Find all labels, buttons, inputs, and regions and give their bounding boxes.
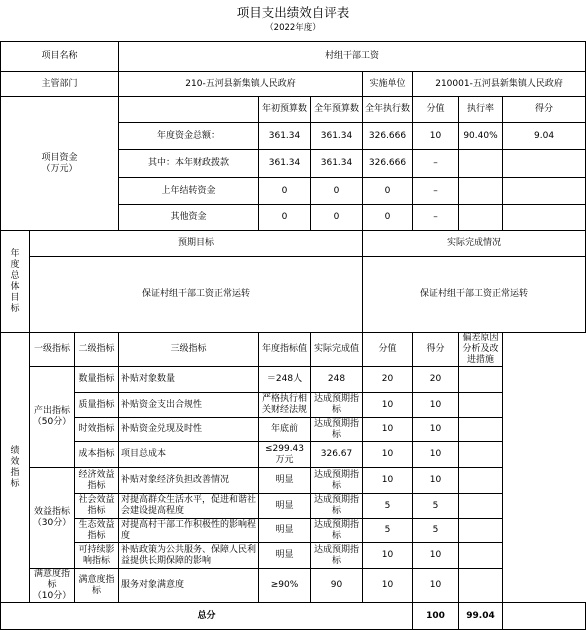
indicator-header: 一级指标 [30, 333, 75, 367]
indicator-row [1, 367, 586, 393]
indicator-deviation [459, 442, 503, 468]
actual-goal-text: 保证村组干部工资正常运转 [363, 257, 586, 333]
indicator-row [1, 494, 586, 519]
indicator-l3: 补贴资金兑现及时性 [119, 418, 259, 442]
indicator-target: 明显 [259, 468, 311, 494]
funds-label: 项目资金 （万元） [1, 97, 119, 231]
satisfaction-group-label: 满意度指标 （10分） [30, 569, 75, 603]
indicator-l2: 质量指标 [75, 393, 119, 418]
indicator-actual: 326.67 [311, 442, 363, 468]
fund-header: 全年预算数 [311, 97, 363, 123]
output-group-label: 产出指标 （50分） [30, 367, 75, 468]
fund-header: 得分 [503, 97, 586, 123]
project-name-label: 项目名称 [1, 42, 119, 72]
indicator-row [1, 519, 586, 543]
indicator-header: 年度指标值 [259, 333, 311, 367]
fund-annual: 361.34 [311, 123, 363, 150]
fund-annual: 0 [311, 178, 363, 205]
indicator-actual: 达成预期指标 [311, 393, 363, 418]
indicator-deviation [459, 468, 503, 494]
year-label: （2022年度） [265, 23, 321, 33]
fund-label: 其他资金 [119, 205, 259, 231]
indicator-row [1, 393, 586, 418]
fund-label: 其中：本年财政拨款 [119, 150, 259, 178]
fund-label: 年度资金总额： [119, 123, 259, 150]
goal-content-row [1, 257, 586, 333]
department-value: 210-五河县新集镇人民政府 [119, 72, 363, 97]
fund-header: 分值 [413, 97, 459, 123]
indicator-target: ≤299.43万元 [259, 442, 311, 468]
indicator-header: 偏差原因分析及改进措施 [459, 333, 503, 367]
indicator-score: 10 [413, 468, 459, 494]
indicator-deviation [459, 367, 503, 393]
expected-goal-text: 保证村组干部工资正常运转 [30, 257, 363, 333]
indicator-row [1, 468, 586, 494]
annual-goal-label: 年 度 总 体 目 标 [1, 231, 30, 333]
indicator-points: 20 [363, 367, 413, 393]
indicator-points: 10 [363, 393, 413, 418]
department-label: 主管部门 [1, 72, 119, 97]
department-row [1, 72, 586, 97]
indicator-score: 10 [413, 418, 459, 442]
fund-score [503, 178, 586, 205]
fund-executed: 0 [363, 205, 413, 231]
indicator-deviation [459, 393, 503, 418]
indicator-target: 明显 [259, 543, 311, 569]
fund-score-value: – [413, 205, 459, 231]
fund-executed: 0 [363, 178, 413, 205]
indicator-header: 分值 [363, 333, 413, 367]
indicator-l3: 补贴对象数量 [119, 367, 259, 393]
indicator-l3: 补贴资金支出合规性 [119, 393, 259, 418]
indicator-target: 年底前 [259, 418, 311, 442]
indicator-actual: 达成预期指标 [311, 519, 363, 543]
indicator-header: 实际完成值 [311, 333, 363, 367]
indicator-actual: 达成预期指标 [311, 494, 363, 519]
fund-score [503, 205, 586, 231]
indicator-header-row [1, 333, 586, 367]
fund-annual: 361.34 [311, 150, 363, 178]
fund-executed: 326.666 [363, 150, 413, 178]
indicator-score: 10 [413, 543, 459, 569]
indicator-score: 5 [413, 519, 459, 543]
indicator-l2: 数量指标 [75, 367, 119, 393]
fund-header: 执行率 [459, 97, 503, 123]
indicator-l3: 补贴政策为公共服务、保障人民利益提供长期保障的影响 [119, 543, 259, 569]
indicator-deviation [459, 519, 503, 543]
fund-score-value: 10 [413, 123, 459, 150]
fund-score-value: – [413, 178, 459, 205]
impl-unit-label: 实施单位 [363, 72, 413, 97]
actual-goal-header: 实际完成情况 [363, 231, 586, 257]
indicator-l3: 对提高群众生活水平，促进和谐社会建设提高程度 [119, 494, 259, 519]
fund-rate: 90.40% [459, 123, 503, 150]
fund-rate [459, 205, 503, 231]
fund-header: 年初预算数 [259, 97, 311, 123]
impl-unit-value: 210001-五河县新集镇人民政府 [413, 72, 586, 97]
fund-initial: 361.34 [259, 123, 311, 150]
goal-header-row [1, 231, 586, 257]
evaluation-table [0, 41, 586, 630]
indicator-points: 10 [363, 569, 413, 603]
indicator-header: 得分 [413, 333, 459, 367]
indicator-score: 10 [413, 569, 459, 603]
indicator-score: 20 [413, 367, 459, 393]
fund-initial: 0 [259, 205, 311, 231]
indicator-score: 10 [413, 393, 459, 418]
indicator-l2: 时效指标 [75, 418, 119, 442]
fund-rate [459, 178, 503, 205]
indicator-points: 10 [363, 418, 413, 442]
indicator-actual: 达成预期指标 [311, 418, 363, 442]
indicator-points: 10 [363, 442, 413, 468]
indicator-score: 5 [413, 494, 459, 519]
fund-score-value: – [413, 150, 459, 178]
indicator-target: 明显 [259, 494, 311, 519]
page-title: 项目支出绩效自评表 [236, 5, 350, 20]
perf-indicator-label: 绩 效 指 标 [1, 333, 30, 603]
indicator-l3: 补贴对象经济负担改善情况 [119, 468, 259, 494]
fund-header: 全年执行数 [363, 97, 413, 123]
indicator-actual: 248 [311, 367, 363, 393]
total-deviation [503, 603, 586, 630]
indicator-deviation [459, 494, 503, 519]
benefit-group-label: 效益指标 （30分） [30, 468, 75, 569]
indicator-target: 严格执行相关财经法规 [259, 393, 311, 418]
indicator-l3: 项目总成本 [119, 442, 259, 468]
project-name-value: 村组干部工资 [119, 42, 586, 72]
indicator-l3: 服务对象满意度 [119, 569, 259, 603]
fund-executed: 326.666 [363, 123, 413, 150]
indicator-score: 10 [413, 442, 459, 468]
total-label: 总分 [1, 603, 413, 630]
indicator-deviation [459, 569, 503, 603]
total-row [1, 603, 586, 630]
indicator-actual: 达成预期指标 [311, 468, 363, 494]
indicator-l2: 生态效益指标 [75, 519, 119, 543]
expected-goal-header: 预期目标 [30, 231, 363, 257]
indicator-target: ≥90% [259, 569, 311, 603]
indicator-points: 5 [363, 494, 413, 519]
funds-header-row [1, 97, 586, 123]
indicator-row [1, 543, 586, 569]
indicator-points: 10 [363, 468, 413, 494]
indicator-header: 二级指标 [75, 333, 119, 367]
fund-label: 上年结转资金 [119, 178, 259, 205]
fund-score: 9.04 [503, 123, 586, 150]
indicator-header: 三级指标 [119, 333, 259, 367]
indicator-l2: 可持续影响指标 [75, 543, 119, 569]
indicator-points: 10 [363, 543, 413, 569]
indicator-l2: 社会效益指标 [75, 494, 119, 519]
indicator-target: ＝248人 [259, 367, 311, 393]
indicator-deviation [459, 543, 503, 569]
funds-header-blank [119, 97, 259, 123]
indicator-l3: 对提高村干部工作积极性的影响程度 [119, 519, 259, 543]
fund-initial: 361.34 [259, 150, 311, 178]
indicator-row [1, 442, 586, 468]
indicator-points: 5 [363, 519, 413, 543]
indicator-row [1, 418, 586, 442]
indicator-deviation [459, 418, 503, 442]
fund-score [503, 150, 586, 178]
total-score: 99.04 [459, 603, 503, 630]
fund-rate [459, 150, 503, 178]
total-points: 100 [413, 603, 459, 630]
indicator-row [1, 569, 586, 603]
project-name-row [1, 42, 586, 72]
indicator-actual: 达成预期指标 [311, 543, 363, 569]
indicator-l2: 经济效益指标 [75, 468, 119, 494]
fund-initial: 0 [259, 178, 311, 205]
indicator-target: 明显 [259, 519, 311, 543]
indicator-l2: 成本指标 [75, 442, 119, 468]
fund-annual: 0 [311, 205, 363, 231]
indicator-actual: 90 [311, 569, 363, 603]
indicator-l2: 满意度指标 [75, 569, 119, 603]
